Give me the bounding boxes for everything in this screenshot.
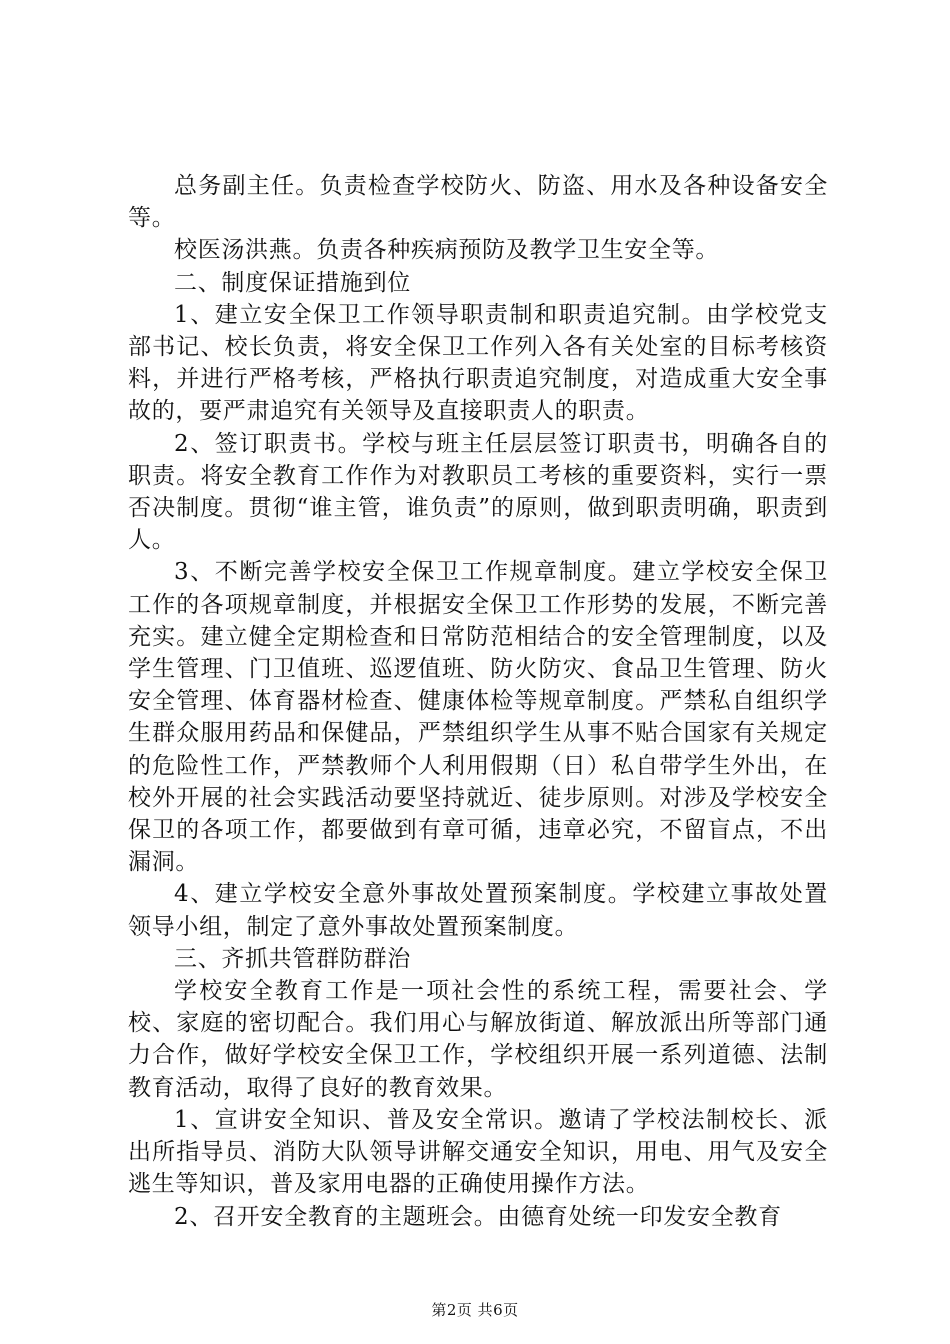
paragraph-1: 总务副主任。负责检查学校防火、防盗、用水及各种设备安全等。 (128, 173, 828, 232)
section-heading-2: 二、制度保证措施到位 (174, 269, 411, 296)
paragraph-9: 2、召开安全教育的主题班会。由德育处统一印发安全教育 (174, 1203, 782, 1230)
paragraph-6: 4、建立学校安全意外事故处置预案制度。学校建立事故处置领导小组，制定了意外事故处置预案制度。 (128, 881, 828, 940)
paragraph-3: 1、建立安全保卫工作领导职责制和职责追究制。由学校党支部书记、校长负责，将安全保卫工作列入各有关处室的目标考核资料，并进行严格考核，严格执行职责追究制度，对造成重大安全事故的，要严肃追究有关领导及直接职责人的职责。 (128, 301, 828, 425)
paragraph-8: 1、宣讲安全知识、普及安全常识。邀请了学校法制校长、派出所指导员、消防大队领导讲解交通安全知识，用电、用气及安全逃生等知识，普及家用电器的正确使用操作方法。 (128, 1106, 828, 1198)
paragraph-5: 3、不断完善学校安全保卫工作规章制度。建立学校安全保卫工作的各项规章制度，并根据安全保卫工作形势的发展，不断完善充实。建立健全定期检查和日常防范相结合的安全管理制度，以及学生管理、门卫值班、巡逻值班、防火防灾、食品卫生管理、防火安全管理、体育器材检查、健康体检等规章制度。严禁私自组织学生群众服用药品和保健品，严禁组织学生从事不贴合国家有关规定的危险性工作，严禁教师个人利用假期（日）私自带学生外出，在校外开展的社会实践活动要坚持就近、徒步原则。对涉及学校安全保卫的各项工作，都要做到有章可循，违章必究，不留盲点，不出漏洞。 (128, 559, 828, 876)
document-body (128, 170, 828, 1233)
page-number-footer: 第2页 共6页 (431, 1301, 519, 1319)
section-heading-3: 三、齐抓共管群防群治 (174, 945, 411, 972)
paragraph-7: 学校安全教育工作是一项社会性的系统工程，需要社会、学校、家庭的密切配合。我们用心与解放街道、解放派出所等部门通力合作，做好学校安全保卫工作，学校组织开展一系列道德、法制教育活动，取得了良好的教育效果。 (128, 978, 828, 1101)
paragraph-4: 2、签订职责书。学校与班主任层层签订职责书，明确各自的职责。将安全教育工作作为对教职员工考核的重要资料，实行一票否决制度。贯彻“谁主管，谁负责”的原则，做到职责明确，职责到人。 (128, 430, 828, 554)
paragraph-2: 校医汤洪燕。负责各种疾病预防及教学卫生安全等。 (174, 237, 720, 264)
